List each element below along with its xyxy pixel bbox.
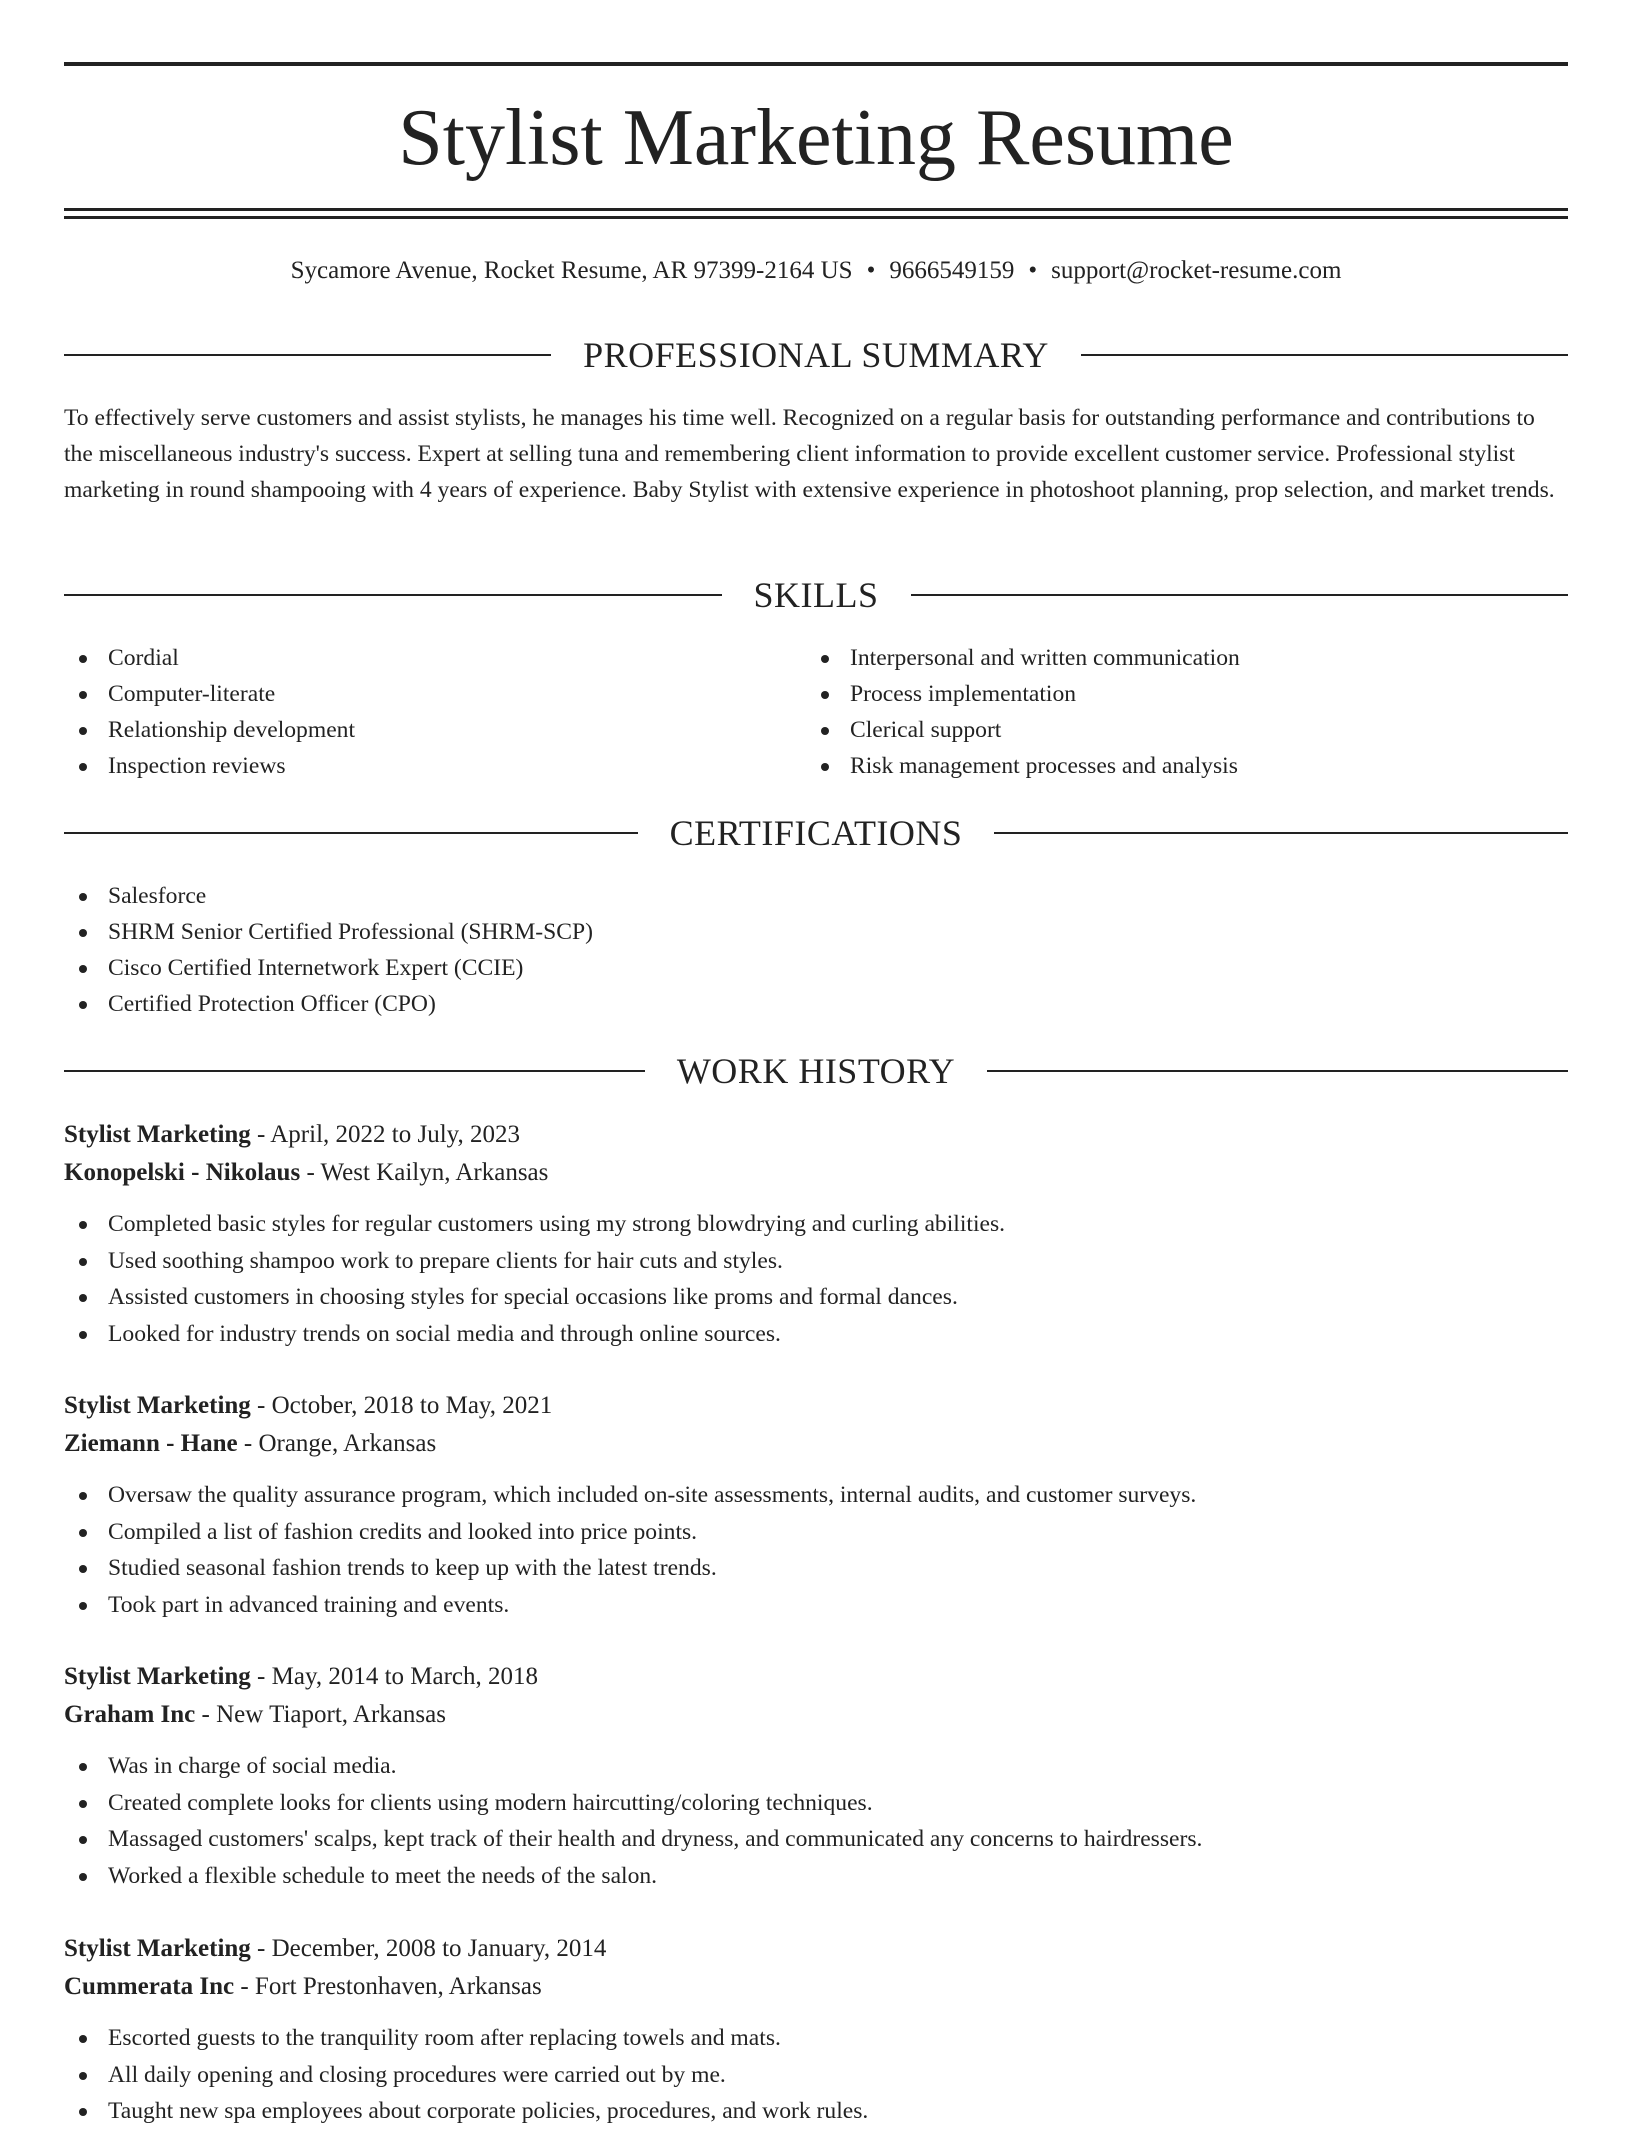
- work-history-section-heading: [64, 1049, 1568, 1093]
- heading-rule-right: [987, 1070, 1568, 1072]
- job-duty: Was in charge of social media.: [64, 1748, 1568, 1785]
- skill-item: Clerical support: [806, 712, 1566, 748]
- job-location: - West Kailyn, Arkansas: [300, 1159, 549, 1186]
- job-entry: [64, 1116, 1568, 1352]
- skills-list-left: [64, 640, 804, 784]
- job-duty: Used soothing shampoo work to prepare clients for hair cuts and styles.: [64, 1243, 1568, 1280]
- job-dates: - April, 2022 to July, 2023: [250, 1121, 521, 1148]
- job-company: Cummerata Inc: [64, 1973, 235, 2000]
- job-duty: All daily opening and closing procedures were carried out by me.: [64, 2057, 1568, 2094]
- job-dates: - May, 2014 to March, 2018: [250, 1663, 539, 1690]
- job-duty: Looked for industry trends on social media and through online sources.: [64, 1316, 1568, 1353]
- contact-address: Sycamore Avenue, Rocket Resume, AR 97399-2164 US: [290, 257, 853, 284]
- job-company-line: [64, 1425, 1568, 1463]
- heading-rule-left: [64, 1070, 645, 1072]
- summary-text: To effectively serve customers and assist stylists, he manages his time well. Recognized on a regular basis for outstanding performance and contributions to the miscellaneous industry's success. Expert at selling tuna and remembering client information to provide excellent customer service. Professional stylist marketing in round shampooing with 4 years of experience. Baby Stylist with extensive experience in photoshoot planning, prop selection, and market trends.: [64, 405, 1555, 503]
- heading-rule-right: [911, 594, 1569, 596]
- certification-item: SHRM Senior Certified Professional (SHRM-SCP): [64, 914, 1568, 950]
- job-duty: Completed basic styles for regular customers using my strong blowdrying and curling abilities.: [64, 1206, 1568, 1243]
- section-title: WORK HISTORY: [676, 1051, 956, 1091]
- skills-list-right: [806, 640, 1566, 784]
- job-duties-list: [64, 1206, 1568, 1352]
- job-location: - Fort Prestonhaven, Arkansas: [234, 1973, 542, 2000]
- heading-rule-left: [64, 832, 638, 834]
- contact-separator: •: [1028, 257, 1038, 284]
- job-duty: Taught new spa employees about corporate policies, procedures, and work rules.: [64, 2093, 1568, 2130]
- job-role-line: [64, 1387, 1568, 1425]
- job-title: Stylist Marketing: [64, 1935, 251, 1962]
- job-company-line: [64, 1968, 1568, 2006]
- job-duty: Took part in advanced training and events.: [64, 1587, 1568, 1624]
- title-rule-upper: [64, 208, 1568, 211]
- job-company: Konopelski - Nikolaus: [64, 1159, 301, 1186]
- skill-item: Inspection reviews: [64, 748, 804, 784]
- heading-rule-left: [64, 594, 722, 596]
- job-title: Stylist Marketing: [64, 1121, 251, 1148]
- skill-item: Relationship development: [64, 712, 804, 748]
- job-dates: - December, 2008 to January, 2014: [250, 1935, 607, 1962]
- job-role-line: [64, 1930, 1568, 1968]
- job-company: Ziemann - Hane: [64, 1430, 238, 1457]
- job-duties-list: [64, 2020, 1568, 2130]
- certification-item: Cisco Certified Internetwork Expert (CCIE): [64, 950, 1568, 986]
- job-company-line: [64, 1154, 1568, 1192]
- heading-rule-left: [64, 354, 551, 356]
- job-company: Graham Inc: [64, 1701, 196, 1728]
- job-title: Stylist Marketing: [64, 1392, 251, 1419]
- skill-item: Risk management processes and analysis: [806, 748, 1566, 784]
- section-title: PROFESSIONAL SUMMARY: [583, 335, 1049, 375]
- contact-line: [64, 254, 1568, 288]
- certification-item: Salesforce: [64, 878, 1568, 914]
- top-rule: [64, 62, 1568, 66]
- job-entry: [64, 1930, 1568, 2130]
- job-role-line: [64, 1658, 1568, 1696]
- summary-section-heading: [64, 333, 1568, 377]
- heading-rule-right: [994, 832, 1568, 834]
- certifications-section-heading: [64, 811, 1568, 855]
- job-company-line: [64, 1696, 1568, 1734]
- contact-phone: 9666549159: [889, 257, 1015, 284]
- job-duties-list: [64, 1748, 1568, 1894]
- job-title: Stylist Marketing: [64, 1663, 251, 1690]
- job-dates: - October, 2018 to May, 2021: [250, 1392, 553, 1419]
- title-rule-lower: [64, 216, 1568, 219]
- job-duty: Worked a flexible schedule to meet the needs of the salon.: [64, 1858, 1568, 1895]
- job-duty: Compiled a list of fashion credits and looked into price points.: [64, 1514, 1568, 1551]
- job-location: - Orange, Arkansas: [237, 1430, 437, 1457]
- section-title: CERTIFICATIONS: [669, 813, 963, 853]
- job-entry: [64, 1387, 1568, 1623]
- certification-item: Certified Protection Officer (CPO): [64, 986, 1568, 1022]
- job-role-line: [64, 1116, 1568, 1154]
- job-duty: Created complete looks for clients using modern haircutting/coloring techniques.: [64, 1785, 1568, 1822]
- job-duty: Oversaw the quality assurance program, which included on-site assessments, internal audits, and customer surveys.: [64, 1477, 1568, 1514]
- skill-item: Cordial: [64, 640, 804, 676]
- job-duty: Studied seasonal fashion trends to keep up with the latest trends.: [64, 1550, 1568, 1587]
- heading-rule-right: [1081, 354, 1568, 356]
- contact-separator: •: [866, 257, 876, 284]
- job-duty: Massaged customers' scalps, kept track of their health and dryness, and communicated any concerns to hairdressers.: [64, 1821, 1568, 1858]
- skills-section-heading: [64, 573, 1568, 617]
- job-location: - New Tiaport, Arkansas: [195, 1701, 446, 1728]
- job-entry: [64, 1658, 1568, 1894]
- certifications-list: [64, 878, 1568, 1022]
- resume-title: Stylist Marketing Resume: [398, 94, 1234, 182]
- job-duty: Escorted guests to the tranquility room after replacing towels and mats.: [64, 2020, 1568, 2057]
- skill-item: Computer-literate: [64, 676, 804, 712]
- skill-item: Interpersonal and written communication: [806, 640, 1566, 676]
- job-duties-list: [64, 1477, 1568, 1623]
- job-duty: Assisted customers in choosing styles for special occasions like proms and formal dances.: [64, 1279, 1568, 1316]
- contact-email: support@rocket-resume.com: [1051, 257, 1342, 284]
- section-title: SKILLS: [753, 575, 879, 615]
- skill-item: Process implementation: [806, 676, 1566, 712]
